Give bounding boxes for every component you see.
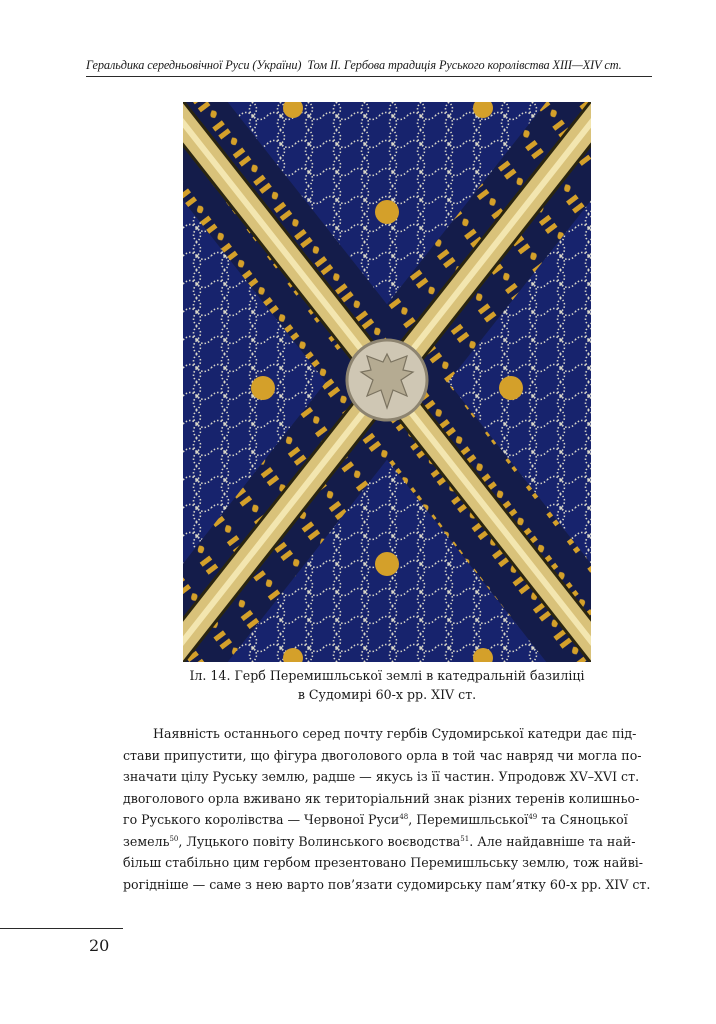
volume-title: Том II. Гербова традиція Руського королівства XIII—XIV ст. [307, 58, 622, 72]
footnote-ref[interactable]: 49 [528, 813, 538, 821]
caption-line-2: в Судомирі 60-х рр. XIV ст. [297, 687, 477, 702]
text-line: рогідніше — саме з нею варто пов’язати судомирську пам’ятку 60-х рр. XIV ст. [123, 876, 651, 892]
footnote-ref[interactable]: 48 [399, 813, 409, 821]
text-line: значати цілу Руську землю, радше — якусь із її частин. Упродовж XV–XVI ст. [123, 769, 640, 784]
text-line: земель$^{50}$, Луцького повіту Волинського воєводства$^{51}$. Але найдавніше та най- [123, 833, 636, 849]
text-line: двоголового орла вживано як територіальний знак різних теренів колишньо- [123, 790, 640, 806]
eagle-boss-icon [347, 340, 427, 420]
footnote-ref[interactable]: 50 [169, 834, 179, 843]
text-line: Наявність останнього серед почту гербів Судомирської катедри дає під- [153, 726, 637, 741]
text-line: більш стабільно цим гербом презентовано Перемишльську землю, тож найві- [123, 855, 644, 870]
running-header [86, 58, 652, 73]
text-line: го Руського королівства — Червоної Руси$^{48}$, Перемишльської$^{49}$ та Сяноцької [123, 812, 628, 827]
vault-photograph [183, 102, 591, 662]
figure-caption [150, 666, 624, 704]
header-rule [86, 76, 652, 77]
caption-line-1: Іл. 14. Герб Перемишльської землі в катедральній базиліці [189, 668, 585, 683]
footer-rule [0, 928, 123, 929]
page-number: 20 [89, 936, 110, 955]
book-title: Геральдика середньовічної Руси (України) [86, 58, 302, 72]
footnote-ref[interactable]: 51 [460, 834, 470, 843]
body-paragraph [123, 723, 652, 895]
text-line: стави припустити, що фігура двоголового орла в той час навряд чи могла по- [123, 747, 642, 763]
